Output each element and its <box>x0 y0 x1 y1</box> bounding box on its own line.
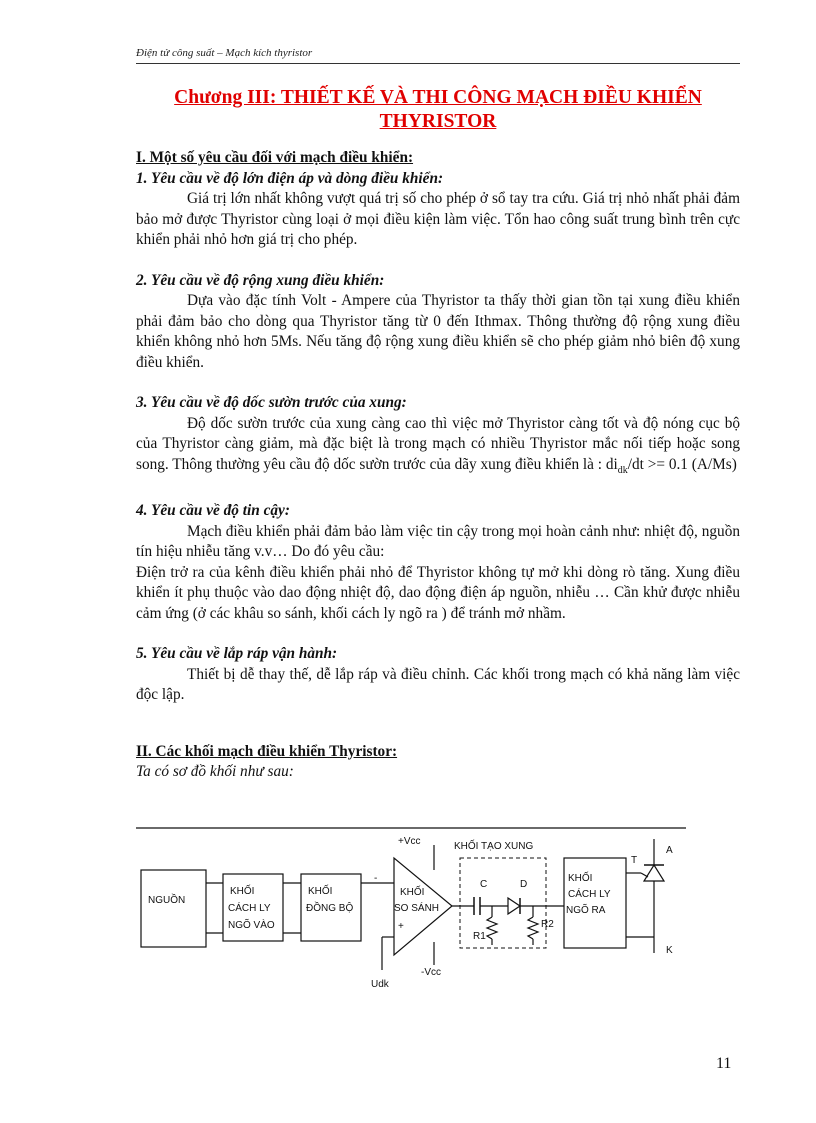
diode-symbol <box>508 898 520 914</box>
vcc-negative: -Vcc <box>421 967 441 978</box>
diagram-caption: Ta có sơ đồ khối như sau: <box>136 763 294 781</box>
diode-label: D <box>520 879 528 890</box>
requirement-3-text <box>136 414 740 482</box>
requirement-3-heading: 3. Yêu cầu về độ dốc sườn trước của xung: <box>136 394 407 411</box>
requirement-5-heading: 5. Yêu cầu về lắp ráp vận hành: <box>136 645 338 663</box>
sync-label-1: KHỐI <box>308 886 333 897</box>
section-2-heading: II. Các khối mạch điều khiển Thyristor: <box>136 742 398 760</box>
input-isolation-label-3: NGÕ VÀO <box>228 920 275 931</box>
comparator-plus: + <box>398 921 404 932</box>
r2-label: R2 <box>541 919 554 930</box>
requirement-1-heading: 1. Yêu cầu về độ lớn điện áp và dòng điều khiển: <box>136 169 444 187</box>
requirement-3-text-main: Độ dốc sườn trước của xung càng cao thì việc mở Thyristor càng tốt và độ nóng cục bộ của Thyristor càng giảm, mà đặc biệt là trong mạch có nhiều Thyristor mắc nối tiếp hoặc song song. Thông thường yêu cầu độ dốc sườn trước của dãy xung điều khiển là : di <box>136 414 740 473</box>
requirement-3-subscript: dk <box>617 464 628 476</box>
output-isolation-label-3: NGÕ RA <box>566 905 606 916</box>
requirement-4-heading: 4. Yêu cầu về độ tin cậy: <box>136 502 290 520</box>
r1-label: R1 <box>473 931 486 942</box>
vcc-positive: +Vcc <box>398 836 421 847</box>
requirement-3-text-tail: /dt >= 0.1 (A/Ms) <box>627 455 737 473</box>
cathode-label: K <box>666 945 673 956</box>
header-rule <box>136 63 740 64</box>
chapter-title: Chương III: THIẾT KẾ VÀ THI CÔNG MẠCH ĐIỀU KHIỂN THYRISTOR <box>174 87 702 132</box>
udk-label: Udk <box>371 979 389 990</box>
input-isolation-label-2: CÁCH LY <box>228 903 271 914</box>
requirement-1-text: Giá trị lớn nhất không vượt quá trị số cho phép ở sổ tay tra cứu. Giá trị nhỏ nhất phải đảm bảo mở được Thyristor cùng loại ở mọi điều kiện làm việc. Tổn hao công suất trung bình trên cực khiển phải nhỏ hơn giá trị cho phép. <box>136 190 740 248</box>
thyristor-symbol <box>644 865 664 881</box>
resistor-r2 <box>528 917 538 939</box>
source-label: NGUỒN <box>148 895 186 906</box>
running-header: Điện tử công suất – Mạch kích thyristor <box>136 47 313 59</box>
page-number: 11 <box>716 1055 732 1072</box>
requirement-5-text: Thiết bị dễ thay thế, dễ lắp ráp và điều chỉnh. Các khối trong mạch có khả năng làm việc độc lập. <box>136 665 740 704</box>
block-diagram <box>136 825 688 1000</box>
output-isolation-label-2: CÁCH LY <box>568 889 611 900</box>
input-isolation-label-1: KHỐI <box>230 886 255 897</box>
resistor-r1 <box>487 917 497 939</box>
sync-label-2: ĐỒNG BỘ <box>306 903 354 914</box>
requirement-2-text: Dựa vào đặc tính Volt - Ampere của Thyristor ta thấy thời gian tồn tại xung điều khiển phải đảm bảo cho dòng qua Thyristor tăng từ 0 đến Ithmax. Thông thường độ rộng xung điều khiển không nhỏ hơn 5Ms. Nếu tăng độ rộng xung điều khiển sẽ cho phép giảm nhỏ biên độ xung điều khiển. <box>136 292 740 371</box>
anode-label: A <box>666 845 673 856</box>
requirement-4-text-2: Điện trở ra của kênh điều khiển phải nhỏ để Thyristor không tự mở khi dòng rò tăng. Xung điều khiển ít phụ thuộc vào dao động nhiệt độ, dao động điện áp nguồn, nhiễu … Cần khử được nhiễu cảm ứng (ở các khâu so sánh, khối cách ly ngõ ra ) để tránh mở nhầm. <box>136 563 740 622</box>
compare-label-1: KHỐI <box>400 887 425 898</box>
document-body <box>136 148 740 783</box>
output-isolation-label-1: KHỐI <box>568 873 593 884</box>
thyristor-label: T <box>631 855 638 866</box>
requirement-2-heading: 2. Yêu cầu về độ rộng xung điều khiển: <box>136 271 385 289</box>
comparator-minus: - <box>374 873 378 884</box>
pulse-block-title: KHỐI TẠO XUNG <box>454 841 534 852</box>
requirement-4-text: Mạch điều khiển phải đảm bảo làm việc tin cậy trong mọi hoàn cảnh như: nhiệt độ, nguồn tín hiệu nhiễu tăng v.v… Do đó yêu cầu: <box>136 522 740 561</box>
capacitor-label: C <box>480 879 488 890</box>
source-block <box>141 870 206 947</box>
section-1-heading: I. Một số yêu cầu đối với mạch điều khiển: <box>136 149 414 166</box>
output-isolation-block <box>564 858 626 948</box>
compare-label-2: SO SÁNH <box>394 903 440 914</box>
